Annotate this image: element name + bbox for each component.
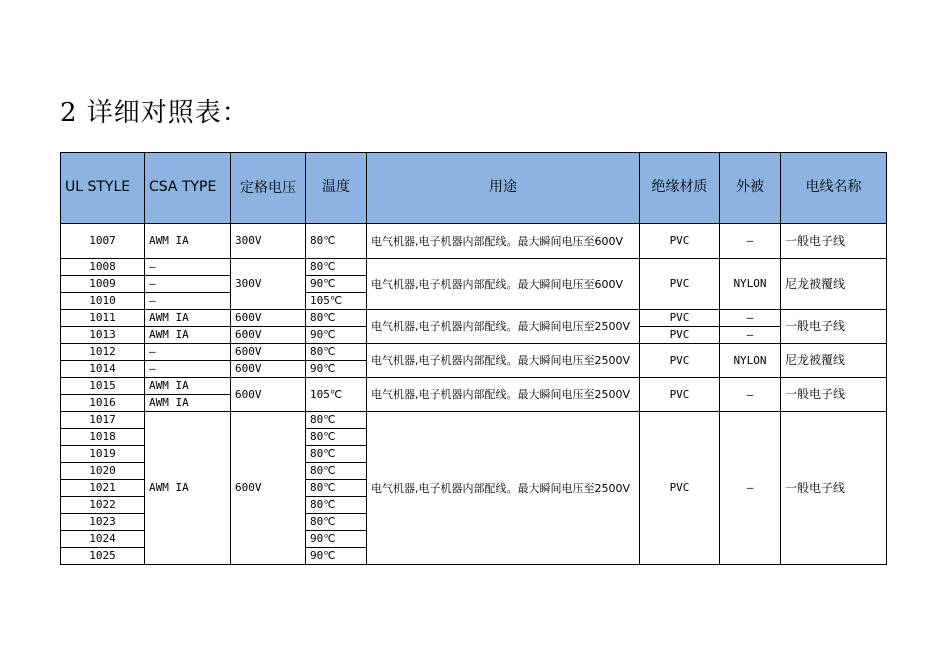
temperature-cell: 90℃ — [306, 276, 367, 293]
table-row — [61, 344, 887, 361]
header-insulation: 绝缘材质 — [640, 153, 720, 224]
temperature-cell: 80℃ — [306, 480, 367, 497]
table-row — [61, 412, 887, 429]
ul-style-cell: 1008 — [61, 259, 145, 276]
csa-type-cell: AWM IA — [145, 224, 231, 259]
table-row — [61, 259, 887, 276]
jacket-cell: — — [720, 378, 781, 412]
table-row — [61, 224, 887, 259]
csa-type-cell: AWM IA — [145, 378, 231, 395]
csa-type-cell: — — [145, 293, 231, 310]
insulation-cell: PVC — [640, 344, 720, 378]
header-jacket: 外被 — [720, 153, 781, 224]
voltage-cell: 600V — [231, 378, 306, 412]
table-header-row — [61, 153, 887, 224]
temperature-cell: 80℃ — [306, 497, 367, 514]
insulation-cell: PVC — [640, 310, 720, 327]
temperature-cell: 80℃ — [306, 259, 367, 276]
header-temperature: 温度 — [306, 153, 367, 224]
temperature-cell: 90℃ — [306, 327, 367, 344]
table-row — [61, 310, 887, 327]
voltage-cell: 600V — [231, 344, 306, 361]
voltage-cell: 600V — [231, 327, 306, 344]
jacket-cell: — — [720, 310, 781, 327]
wire-name-cell: 一般电子线 — [781, 224, 887, 259]
ul-style-cell: 1010 — [61, 293, 145, 310]
csa-type-cell: AWM IA — [145, 395, 231, 412]
csa-type-cell: AWM IA — [145, 412, 231, 565]
header-rated-voltage: 定格电压 — [231, 153, 306, 224]
insulation-cell: PVC — [640, 327, 720, 344]
temperature-cell: 80℃ — [306, 429, 367, 446]
ul-csa-comparison-table — [60, 152, 887, 565]
temperature-cell: 80℃ — [306, 446, 367, 463]
usage-cell: 电气机器,电子机器内部配线。最大瞬间电压至600V — [367, 259, 640, 310]
csa-type-cell: — — [145, 361, 231, 378]
usage-cell: 电气机器,电子机器内部配线。最大瞬间电压至2500V — [367, 310, 640, 344]
wire-name-cell: 尼龙被覆线 — [781, 259, 887, 310]
ul-style-cell: 1023 — [61, 514, 145, 531]
usage-cell: 电气机器,电子机器内部配线。最大瞬间电压至2500V — [367, 378, 640, 412]
ul-style-cell: 1019 — [61, 446, 145, 463]
voltage-cell: 600V — [231, 310, 306, 327]
temperature-cell: 80℃ — [306, 412, 367, 429]
ul-style-cell: 1017 — [61, 412, 145, 429]
jacket-cell: — — [720, 327, 781, 344]
ul-style-cell: 1011 — [61, 310, 145, 327]
ul-style-cell: 1012 — [61, 344, 145, 361]
voltage-cell: 300V — [231, 224, 306, 259]
temperature-cell: 80℃ — [306, 514, 367, 531]
ul-style-cell: 1018 — [61, 429, 145, 446]
jacket-cell: — — [720, 412, 781, 565]
ul-style-cell: 1024 — [61, 531, 145, 548]
ul-style-cell: 1025 — [61, 548, 145, 565]
ul-style-cell: 1016 — [61, 395, 145, 412]
usage-cell: 电气机器,电子机器内部配线。最大瞬间电压至2500V — [367, 344, 640, 378]
temperature-cell: 90℃ — [306, 548, 367, 565]
jacket-cell: NYLON — [720, 259, 781, 310]
page-title: 2 详细对照表： — [60, 98, 249, 128]
voltage-cell: 600V — [231, 361, 306, 378]
temperature-cell: 80℃ — [306, 224, 367, 259]
csa-type-cell: — — [145, 276, 231, 293]
csa-type-cell: AWM IA — [145, 310, 231, 327]
header-csa-type: CSA TYPE — [145, 153, 231, 224]
insulation-cell: PVC — [640, 412, 720, 565]
table-row — [61, 378, 887, 395]
wire-name-cell: 一般电子线 — [781, 310, 887, 344]
temperature-cell: 105℃ — [306, 293, 367, 310]
temperature-cell: 80℃ — [306, 310, 367, 327]
ul-style-cell: 1013 — [61, 327, 145, 344]
header-ul-style: UL STYLE — [61, 153, 145, 224]
voltage-cell: 600V — [231, 412, 306, 565]
wire-name-cell: 一般电子线 — [781, 412, 887, 565]
wire-name-cell: 尼龙被覆线 — [781, 344, 887, 378]
jacket-cell: NYLON — [720, 344, 781, 378]
ul-style-cell: 1022 — [61, 497, 145, 514]
insulation-cell: PVC — [640, 259, 720, 310]
csa-type-cell: AWM IA — [145, 327, 231, 344]
voltage-cell: 300V — [231, 259, 306, 310]
csa-type-cell: — — [145, 344, 231, 361]
ul-style-cell: 1007 — [61, 224, 145, 259]
ul-style-cell: 1009 — [61, 276, 145, 293]
usage-cell: 电气机器,电子机器内部配线。最大瞬间电压至2500V — [367, 412, 640, 565]
temperature-cell: 105℃ — [306, 378, 367, 412]
header-wire-name: 电线名称 — [781, 153, 887, 224]
header-usage: 用途 — [367, 153, 640, 224]
ul-style-cell: 1015 — [61, 378, 145, 395]
temperature-cell: 80℃ — [306, 344, 367, 361]
temperature-cell: 90℃ — [306, 531, 367, 548]
insulation-cell: PVC — [640, 224, 720, 259]
usage-cell: 电气机器,电子机器内部配线。最大瞬间电压至600V — [367, 224, 640, 259]
ul-style-cell: 1021 — [61, 480, 145, 497]
temperature-cell: 80℃ — [306, 463, 367, 480]
jacket-cell: — — [720, 224, 781, 259]
wire-name-cell: 一般电子线 — [781, 378, 887, 412]
insulation-cell: PVC — [640, 378, 720, 412]
ul-style-cell: 1014 — [61, 361, 145, 378]
csa-type-cell: — — [145, 259, 231, 276]
ul-style-cell: 1020 — [61, 463, 145, 480]
temperature-cell: 90℃ — [306, 361, 367, 378]
